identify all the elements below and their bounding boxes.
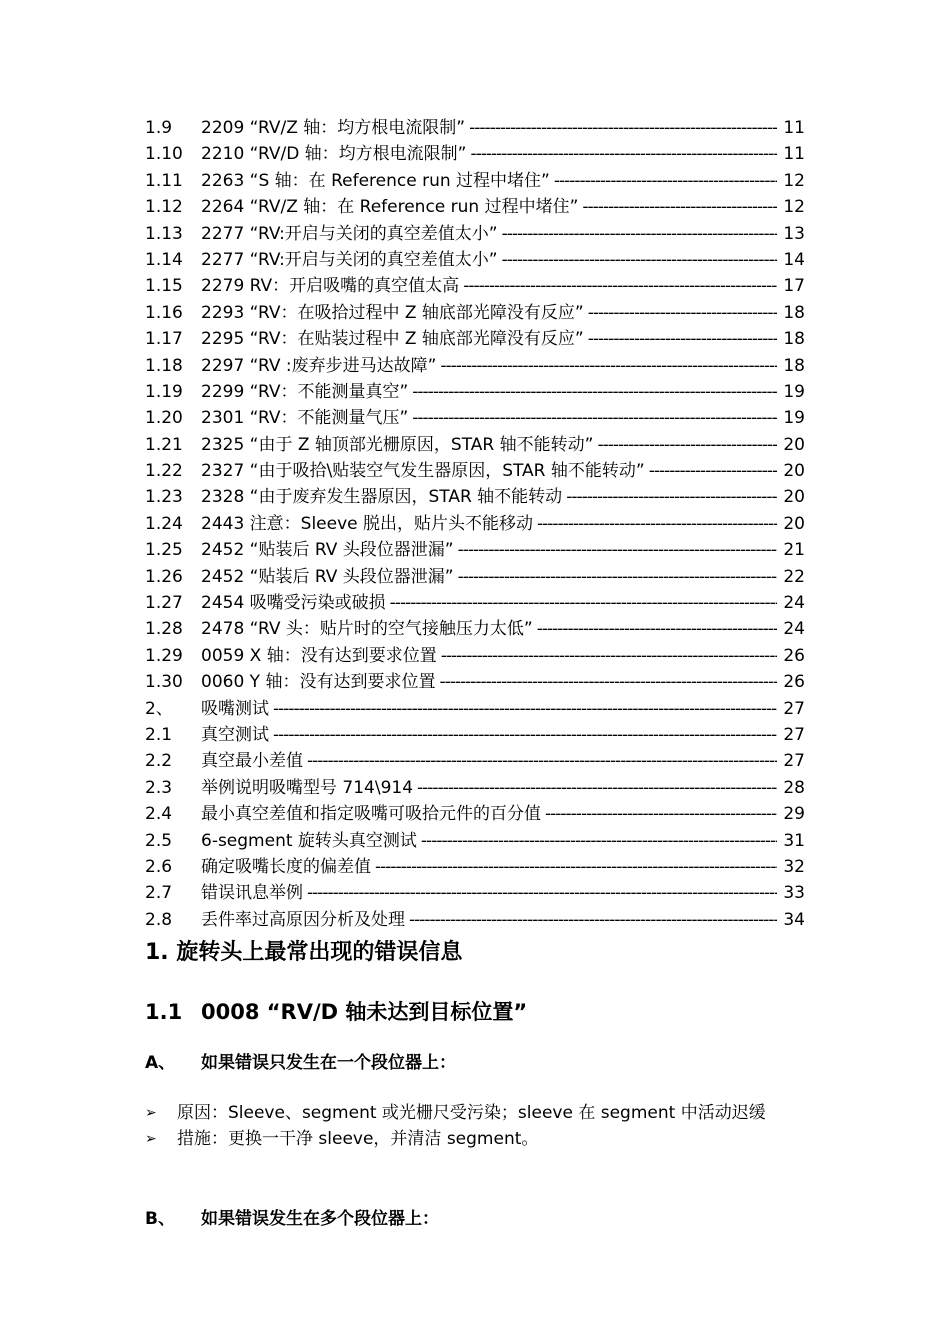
toc-number: 2.3 xyxy=(145,777,173,798)
toc-entry[interactable] xyxy=(145,168,805,194)
list-item-text: 原因：Sleeve、segment 或光栅尺受污染；sleeve 在 segment 中活动迟缓 xyxy=(177,1103,766,1123)
toc-leader xyxy=(566,484,777,510)
toc-leader xyxy=(545,801,777,827)
cause-measure-list xyxy=(145,1100,805,1152)
arrow-bullet-icon: ➢ xyxy=(145,1105,157,1121)
toc-page-number: 27 xyxy=(783,751,805,772)
toc-title: 2452 “贴装后 RV 头段位器泄漏” xyxy=(201,540,454,561)
toc-title: 2478 “RV 头：贴片时的空气接触压力太低” xyxy=(201,619,533,640)
toc-page-number: 12 xyxy=(783,197,805,218)
toc-title: 2277 “RV:开启与关闭的真空差值太小” xyxy=(201,223,498,244)
toc-leader xyxy=(390,590,777,616)
toc-leader xyxy=(597,432,777,458)
toc-leader xyxy=(307,748,777,774)
toc-leader xyxy=(588,300,777,326)
toc-entry[interactable] xyxy=(145,511,805,537)
toc-entry[interactable] xyxy=(145,643,805,669)
toc-leader xyxy=(463,273,777,299)
toc-page-number: 27 xyxy=(783,698,805,719)
toc-title: 2299 “RV：不能测量真空” xyxy=(201,381,409,402)
toc-number: 2.4 xyxy=(145,804,173,825)
toc-entry[interactable] xyxy=(145,115,805,141)
toc-entry[interactable] xyxy=(145,300,805,326)
subsection-b-heading xyxy=(145,1204,439,1229)
toc-title: 最小真空差值和指定吸嘴可吸拾元件的百分值 xyxy=(201,804,541,825)
toc-page-number: 34 xyxy=(783,909,805,930)
toc-number: 1.30 xyxy=(145,672,183,693)
toc-number: 1.18 xyxy=(145,355,183,376)
toc-title: 0060 Y 轴：没有达到要求位置 xyxy=(201,672,436,693)
toc-leader xyxy=(439,669,777,695)
toc-page-number: 21 xyxy=(783,540,805,561)
toc-number: 1.11 xyxy=(145,170,183,191)
toc-number: 2.8 xyxy=(145,909,173,930)
toc-entry[interactable] xyxy=(145,247,805,273)
toc-entry[interactable] xyxy=(145,353,805,379)
toc-title: 2327 “由于吸拾\贴装空气发生器原因，STAR 轴不能转动” xyxy=(201,461,645,482)
toc-title: 真空最小差值 xyxy=(201,751,303,772)
subsection-b-title: 如果错误发生在多个段位器上： xyxy=(201,1209,439,1229)
toc-leader xyxy=(375,854,777,880)
toc-title: 2325 “由于 Z 轴顶部光栅原因，STAR 轴不能转动” xyxy=(201,434,594,455)
toc-page-number: 24 xyxy=(783,593,805,614)
toc-page-number: 24 xyxy=(783,619,805,640)
toc-page-number: 28 xyxy=(783,777,805,798)
toc-page-number: 22 xyxy=(783,566,805,587)
toc-entry[interactable] xyxy=(145,722,805,748)
toc-title: 2301 “RV：不能测量气压” xyxy=(201,408,409,429)
toc-leader xyxy=(458,564,777,590)
toc-page-number: 11 xyxy=(783,118,805,138)
toc-entry[interactable] xyxy=(145,748,805,774)
toc-entry[interactable] xyxy=(145,326,805,352)
toc-number: 1.29 xyxy=(145,645,183,666)
subsection-a-marker: A、 xyxy=(145,1053,176,1073)
toc-page-number: 27 xyxy=(783,724,805,745)
list-item-measure xyxy=(145,1126,805,1152)
toc-title: 举例说明吸嘴型号 714\914 xyxy=(201,777,414,798)
toc-page-number: 26 xyxy=(783,672,805,693)
toc-title: 2295 “RV：在贴装过程中 Z 轴底部光障没有反应” xyxy=(201,329,584,350)
toc-number: 1.14 xyxy=(145,249,183,270)
arrow-bullet-icon: ➢ xyxy=(145,1131,157,1147)
toc-page-number: 12 xyxy=(783,170,805,191)
toc-entry[interactable] xyxy=(145,775,805,801)
toc-leader xyxy=(412,405,777,431)
toc-entry[interactable] xyxy=(145,907,805,933)
toc-entry[interactable] xyxy=(145,696,805,722)
toc-number: 1.13 xyxy=(145,223,183,244)
toc-title: 2264 “RV/Z 轴：在 Reference run 过程中堵住” xyxy=(201,197,579,218)
toc-number: 1.27 xyxy=(145,593,183,614)
toc-leader xyxy=(273,722,777,748)
subsection-a-title: 如果错误只发生在一个段位器上： xyxy=(201,1053,456,1073)
toc-leader xyxy=(471,141,778,167)
section-heading xyxy=(145,996,527,1026)
subsection-b-marker: B、 xyxy=(145,1209,175,1229)
toc-title: 2209 “RV/Z 轴：均方根电流限制” xyxy=(201,118,466,138)
toc-leader xyxy=(502,247,777,273)
toc-entry[interactable] xyxy=(145,221,805,247)
toc-page-number: 19 xyxy=(783,381,805,402)
toc-leader xyxy=(417,775,777,801)
toc-entry[interactable] xyxy=(145,379,805,405)
toc-number: 2.5 xyxy=(145,830,173,851)
toc-title: 真空测试 xyxy=(201,724,269,745)
toc-page-number: 14 xyxy=(783,249,805,270)
list-item-cause xyxy=(145,1100,805,1126)
toc-entry[interactable] xyxy=(145,669,805,695)
toc-entry[interactable] xyxy=(145,405,805,431)
toc-leader xyxy=(588,326,777,352)
toc-entry[interactable] xyxy=(145,880,805,906)
toc-number: 2.2 xyxy=(145,751,173,772)
toc-entry[interactable] xyxy=(145,828,805,854)
toc-leader xyxy=(421,828,777,854)
toc-title: 吸嘴测试 xyxy=(201,698,269,719)
toc-number: 1.28 xyxy=(145,619,183,640)
toc-number: 2.7 xyxy=(145,883,173,904)
toc-page-number: 18 xyxy=(783,355,805,376)
toc-title: 2452 “贴装后 RV 头段位器泄漏” xyxy=(201,566,454,587)
toc-page-number: 11 xyxy=(783,144,805,165)
toc-number: 1.23 xyxy=(145,487,183,508)
section-title: 0008 “RV/D 轴未达到目标位置” xyxy=(201,1000,528,1024)
toc-page-number: 20 xyxy=(783,434,805,455)
toc-page-number: 20 xyxy=(783,513,805,534)
toc-leader xyxy=(469,115,777,141)
toc-number: 1.25 xyxy=(145,540,183,561)
list-item-text: 措施：更换一干净 sleeve，并清洁 segment。 xyxy=(177,1129,539,1149)
toc-entry[interactable] xyxy=(145,854,805,880)
toc-leader xyxy=(649,458,777,484)
toc-number: 1.26 xyxy=(145,566,183,587)
toc-leader xyxy=(582,194,777,220)
toc-entry[interactable] xyxy=(145,273,805,299)
toc-entry[interactable] xyxy=(145,590,805,616)
toc-page-number: 31 xyxy=(783,830,805,851)
toc-number: 1.24 xyxy=(145,513,183,534)
toc-title: 2210 “RV/D 轴：均方根电流限制” xyxy=(201,144,467,165)
toc-leader xyxy=(502,221,777,247)
toc-entry[interactable] xyxy=(145,141,805,167)
toc-page-number: 26 xyxy=(783,645,805,666)
toc-leader xyxy=(537,616,777,642)
toc-leader xyxy=(273,696,777,722)
toc-title: 确定吸嘴长度的偏差值 xyxy=(201,856,371,877)
toc-page-number: 19 xyxy=(783,408,805,429)
toc-title: 错误讯息举例 xyxy=(201,883,303,904)
toc-leader xyxy=(554,168,777,194)
toc-entry[interactable] xyxy=(145,458,805,484)
toc-title: 2297 “RV :废弃步进马达故障” xyxy=(201,355,437,376)
toc-page-number: 29 xyxy=(783,804,805,825)
toc-leader xyxy=(441,643,777,669)
toc-title: 2279 RV：开启吸嘴的真空值太高 xyxy=(201,276,460,297)
toc-number: 2.6 xyxy=(145,856,173,877)
table-of-contents xyxy=(145,115,805,933)
toc-entry[interactable] xyxy=(145,537,805,563)
toc-page-number: 18 xyxy=(783,302,805,323)
toc-title: 2293 “RV：在吸拾过程中 Z 轴底部光障没有反应” xyxy=(201,302,584,323)
toc-number: 1.19 xyxy=(145,381,183,402)
toc-number: 1.20 xyxy=(145,408,183,429)
toc-page-number: 20 xyxy=(783,487,805,508)
toc-entry[interactable] xyxy=(145,616,805,642)
toc-page-number: 18 xyxy=(783,329,805,350)
toc-page-number: 33 xyxy=(783,883,805,904)
toc-title: 2443 注意：Sleeve 脱出，贴片头不能移动 xyxy=(201,513,534,534)
section-number: 1.1 xyxy=(145,1000,183,1024)
toc-number: 1.16 xyxy=(145,302,183,323)
subsection-a-heading xyxy=(145,1048,456,1073)
toc-leader xyxy=(537,511,777,537)
toc-page-number: 17 xyxy=(783,276,805,297)
toc-number: 1.12 xyxy=(145,197,183,218)
toc-number: 1.10 xyxy=(145,144,183,165)
toc-entry[interactable] xyxy=(145,432,805,458)
toc-number: 1.17 xyxy=(145,329,183,350)
toc-leader xyxy=(412,379,777,405)
toc-entry[interactable] xyxy=(145,484,805,510)
toc-number: 1.22 xyxy=(145,461,183,482)
toc-title: 2328 “由于废弃发生器原因，STAR 轴不能转动 xyxy=(201,487,563,508)
toc-title: 2277 “RV:开启与关闭的真空差值太小” xyxy=(201,249,498,270)
toc-entry[interactable] xyxy=(145,801,805,827)
toc-title: 6-segment 旋转头真空测试 xyxy=(201,830,417,851)
toc-number: 2.1 xyxy=(145,724,173,745)
toc-title: 2454 吸嘴受污染或破损 xyxy=(201,593,386,614)
toc-page-number: 32 xyxy=(783,856,805,877)
toc-title: 0059 X 轴：没有达到要求位置 xyxy=(201,645,437,666)
toc-title: 2263 “S 轴：在 Reference run 过程中堵住” xyxy=(201,170,550,191)
toc-number: 2、 xyxy=(145,698,173,719)
toc-number: 1.9 xyxy=(145,118,173,138)
toc-entry[interactable] xyxy=(145,564,805,590)
toc-page-number: 13 xyxy=(783,223,805,244)
toc-leader xyxy=(307,880,777,906)
toc-number: 1.21 xyxy=(145,434,183,455)
toc-page-number: 20 xyxy=(783,461,805,482)
toc-title: 丢件率过高原因分析及处理 xyxy=(201,909,405,930)
toc-leader xyxy=(458,537,777,563)
toc-entry[interactable] xyxy=(145,194,805,220)
toc-leader xyxy=(409,907,777,933)
toc-number: 1.15 xyxy=(145,276,183,297)
toc-leader xyxy=(440,353,777,379)
chapter-heading: 1. 旋转头上最常出现的错误信息 xyxy=(145,940,463,965)
